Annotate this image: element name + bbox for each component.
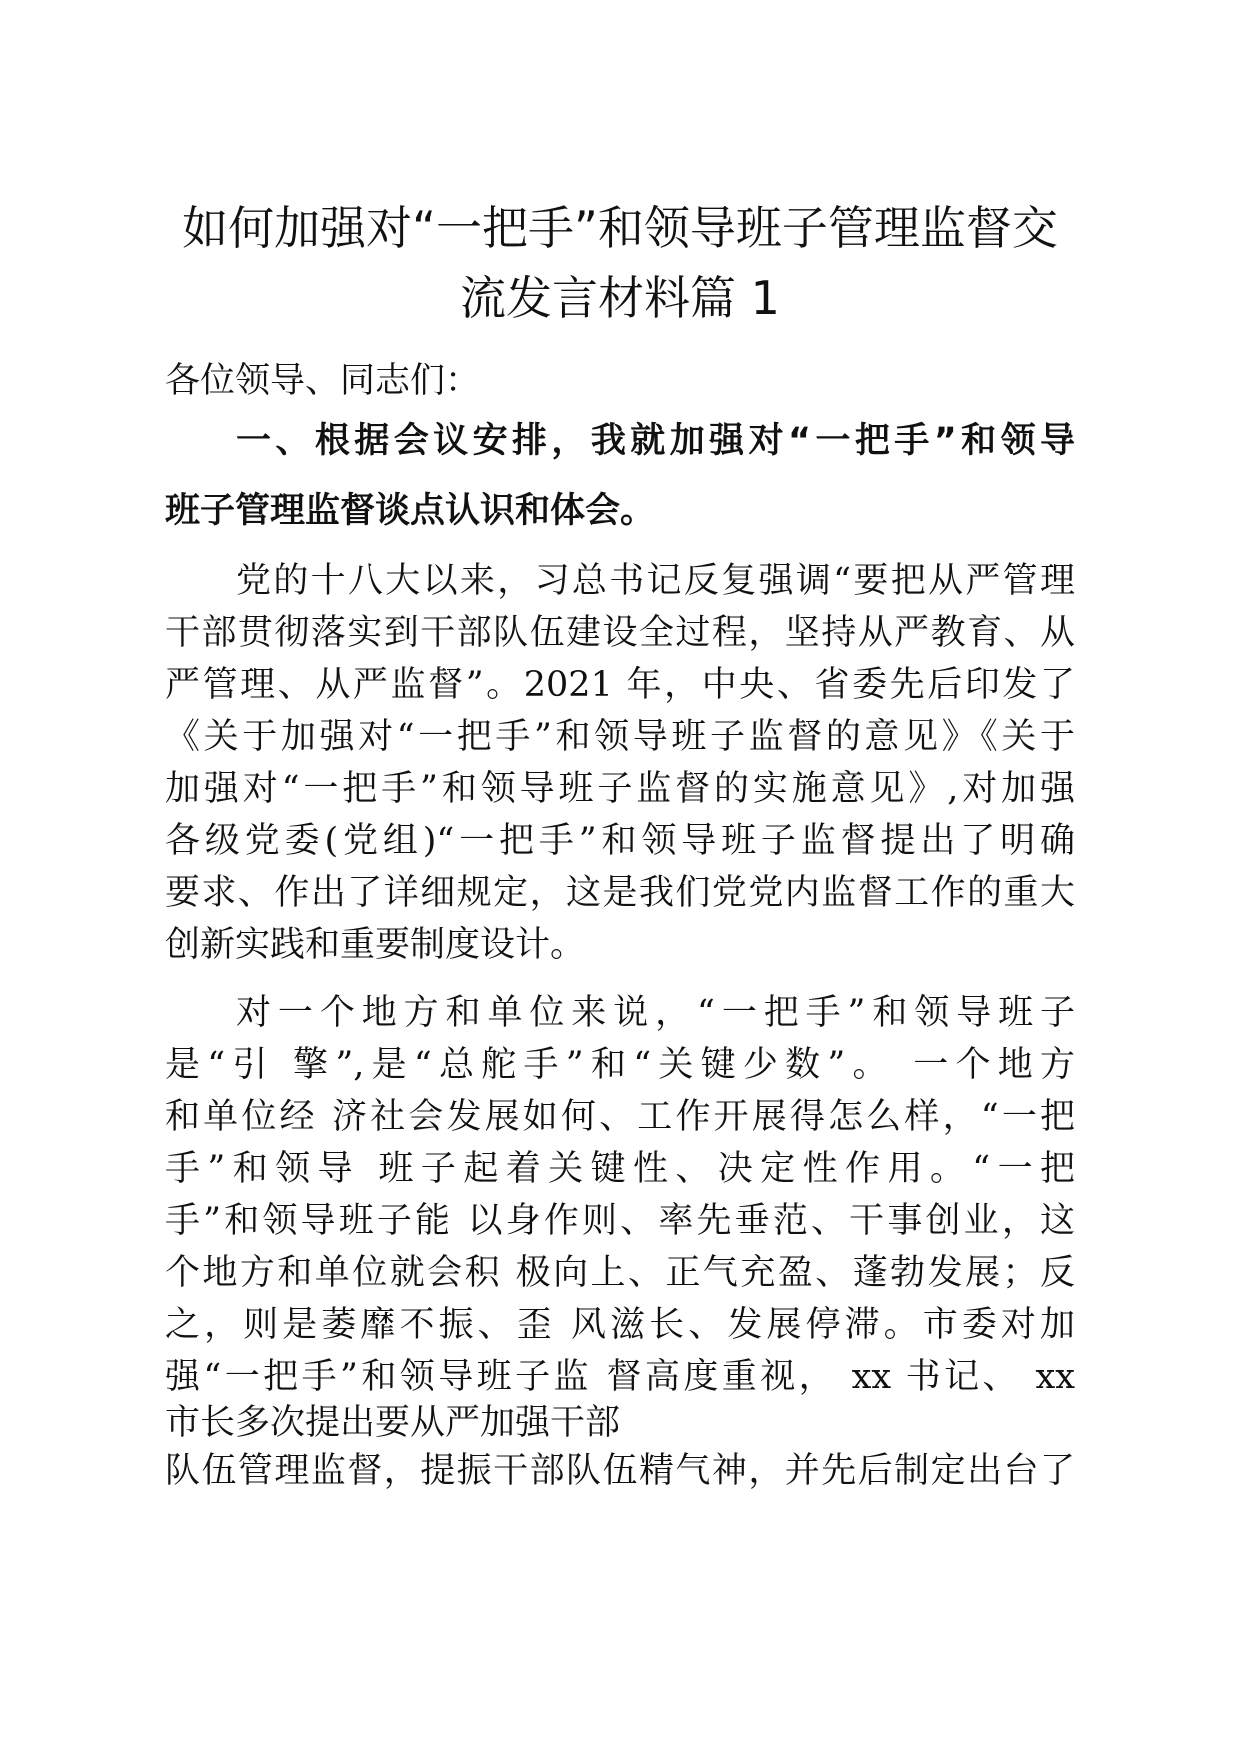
paragraph-2-line: 手”和领导班子能 以身作则、率先垂范、干事创业，这 bbox=[165, 1201, 1075, 1241]
paragraph-2-line: 强“一把手”和领导班子监 督高度重视， xx 书记、 xx bbox=[165, 1357, 1075, 1397]
paragraph-1-line: 创新实践和重要制度设计。 bbox=[165, 925, 586, 965]
salutation: 各位领导、同志们： bbox=[165, 361, 481, 401]
paragraph-2-line: 队伍管理监督，提振干部队伍精气神，并先后制定出台了 bbox=[165, 1451, 1075, 1491]
paragraph-1-line: 党的十八大以来，习总书记反复强调“要把从严管理 bbox=[236, 561, 1075, 601]
paragraph-2-line: 是“引 擎”,是“总舵手”和“关键少数”。 一个地方 bbox=[165, 1045, 1075, 1085]
paragraph-1-line: 干部贯彻落实到干部队伍建设全过程，坚持从严教育、从 bbox=[165, 613, 1075, 653]
paragraph-2-line: 和单位经 济社会发展如何、工作开展得怎么样，“一把 bbox=[165, 1097, 1075, 1137]
paragraph-1-line: 严管理、从严监督”。2021 年，中央、省委先后印发了 bbox=[165, 665, 1075, 705]
paragraph-1-line: 要求、作出了详细规定，这是我们党党内监督工作的重大 bbox=[165, 873, 1075, 913]
paragraph-1-line: 《关于加强对“一把手”和领导班子监督的意见》《关于 bbox=[165, 717, 1075, 757]
section-heading-line-1: 一、根据会议安排，我就加强对“一把手”和领导 bbox=[236, 421, 1075, 461]
document-title-line-2: 流发言材料篇 1 bbox=[460, 271, 780, 325]
paragraph-1-line: 各级党委(党组)“一把手”和领导班子监督提出了明确 bbox=[165, 821, 1075, 861]
paragraph-2-line: 手”和领导 班子起着关键性、决定性作用。“一把 bbox=[165, 1149, 1075, 1189]
section-heading-line-2: 班子管理监督谈点认识和体会。 bbox=[165, 491, 656, 531]
paragraph-2-line: 市长多次提出要从严加强干部 bbox=[165, 1403, 621, 1443]
paragraph-2-line: 之，则是萎靡不振、歪 风滋长、发展停滞。市委对加 bbox=[165, 1305, 1075, 1345]
paragraph-2-line: 个地方和单位就会积 极向上、正气充盈、蓬勃发展；反 bbox=[165, 1253, 1075, 1293]
paragraph-2-line: 对一个地方和单位来说，“一把手”和领导班子 bbox=[236, 993, 1075, 1033]
paragraph-1-line: 加强对“一把手”和领导班子监督的实施意见》,对加强 bbox=[165, 769, 1075, 809]
document-title-line-1: 如何加强对“一把手”和领导班子管理监督交 bbox=[182, 201, 1058, 255]
